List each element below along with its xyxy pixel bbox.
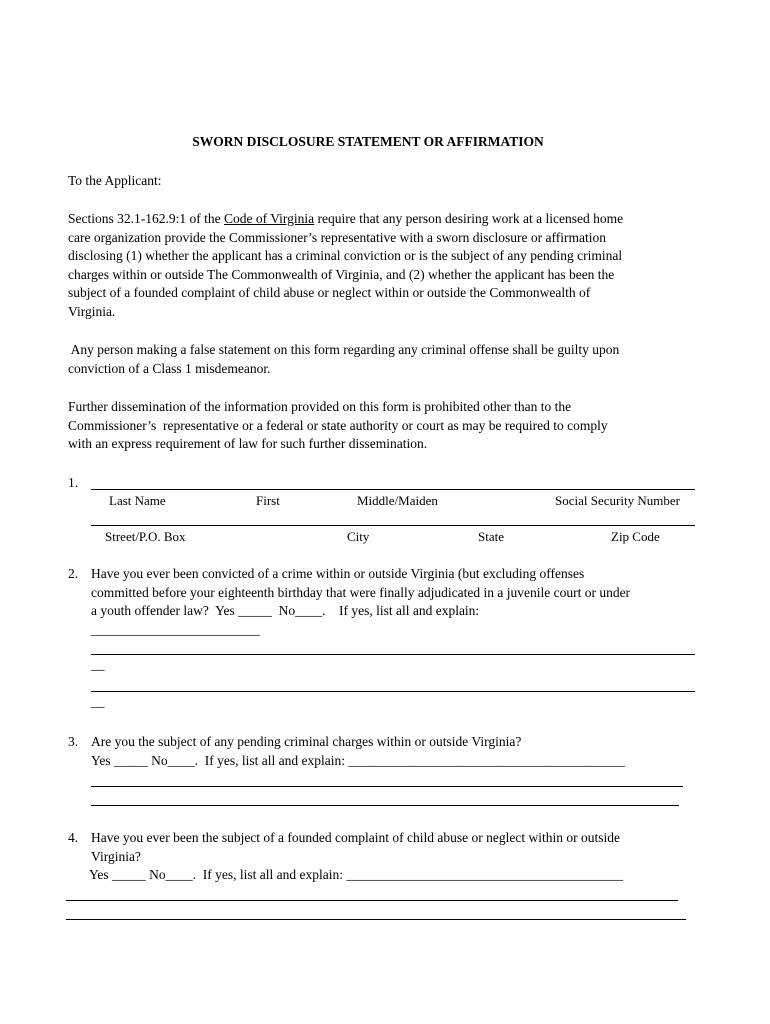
intro-line-2: care organization provide the Commissioner’s representative with a sworn disclosure or affirmation (68, 229, 606, 245)
dissemination-line-3: with an express requirement of law for such further dissemination. (68, 436, 428, 451)
section-1-number: 1. (68, 475, 79, 490)
warning-line-1: Any person making a false statement on this form regarding any criminal offense shall be guilty upon (68, 342, 620, 357)
intro-line-6: Virginia. (68, 303, 116, 319)
question-3-answer[interactable]: Yes _____ No____. If yes, list all and explain: _________________________________________ (91, 752, 626, 768)
code-of-virginia-reference: Code of Virginia (223, 211, 315, 226)
question-2-answer-line-3-tail: __ (91, 694, 105, 709)
dissemination-line-2: Commissioner’s representative or a federal or state authority or court as may be required to comply (68, 417, 608, 433)
question-4-answer[interactable]: Yes _____ No____. If yes, list all and explain: _________________________________________ (89, 867, 624, 882)
city-label: City (347, 529, 370, 544)
name-ssn-field-line[interactable] (91, 489, 695, 490)
question-2 (91, 565, 701, 639)
ssn-label: Social Security Number (555, 493, 680, 508)
question-2-line-1: Have you ever been convicted of a crime within or outside Virginia (but excluding offenses (91, 566, 585, 581)
dissemination-line-1: Further dissemination of the information provided on this form is prohibited other than to the (68, 399, 572, 414)
zip-code-label: Zip Code (611, 529, 660, 544)
question-2-answer-line-2[interactable] (91, 654, 695, 655)
address-field-line[interactable] (91, 525, 695, 526)
dissemination-paragraph (68, 398, 698, 454)
intro-paragraph (68, 210, 698, 321)
question-3-number: 3. (68, 734, 79, 749)
intro-line-1: Sections 32.1-162.9:1 of the Code of Virginia require that any person desiring work at a licensed home (68, 211, 624, 226)
question-2-answer-line-2-tail: __ (91, 657, 105, 672)
question-2-line-3[interactable]: a youth offender law? Yes _____ No____. If yes, list all and explain: (91, 603, 480, 618)
warning-paragraph (68, 341, 698, 378)
intro-line-4: charges within or outside The Commonwealth of Virginia, and (2) whether the applicant has been the (68, 266, 615, 282)
question-2-line-2: committed before your eighteenth birthday that were finally adjudicated in a juvenile court or under (91, 584, 631, 600)
intro-line-3: disclosing (1) whether the applicant has a criminal conviction or is the subject of any pending criminal (68, 248, 623, 263)
last-name-label: Last Name (109, 493, 166, 508)
question-3-answer-line-2[interactable] (91, 786, 683, 787)
question-4-answer-line-2[interactable] (66, 900, 678, 901)
question-2-answer-line-3[interactable] (91, 691, 695, 692)
question-4-answer-line-3[interactable] (66, 919, 686, 920)
question-3 (91, 733, 701, 770)
intro-line-5: subject of a founded complaint of child abuse or neglect within or outside the Commonwealth of (68, 285, 591, 300)
street-label: Street/P.O. Box (105, 529, 186, 544)
question-4-line-1: Have you ever been the subject of a founded complaint of child abuse or neglect within or outside (91, 830, 620, 845)
page-title: SWORN DISCLOSURE STATEMENT OR AFFIRMATION (192, 134, 544, 149)
question-4-line-2: Virginia? (91, 848, 141, 864)
question-3-answer-line-3[interactable] (91, 805, 679, 806)
question-4 (91, 829, 701, 866)
question-2-answer-line-1[interactable]: _________________________ (91, 621, 260, 637)
state-label: State (478, 529, 504, 544)
question-4-number: 4. (68, 830, 79, 845)
question-2-number: 2. (68, 566, 79, 581)
first-name-label: First (256, 493, 280, 508)
salutation: To the Applicant: (68, 173, 162, 188)
middle-maiden-label: Middle/Maiden (357, 493, 438, 508)
question-3-line-1: Are you the subject of any pending criminal charges within or outside Virginia? (91, 734, 522, 749)
warning-line-2: conviction of a Class 1 misdemeanor. (68, 360, 271, 376)
